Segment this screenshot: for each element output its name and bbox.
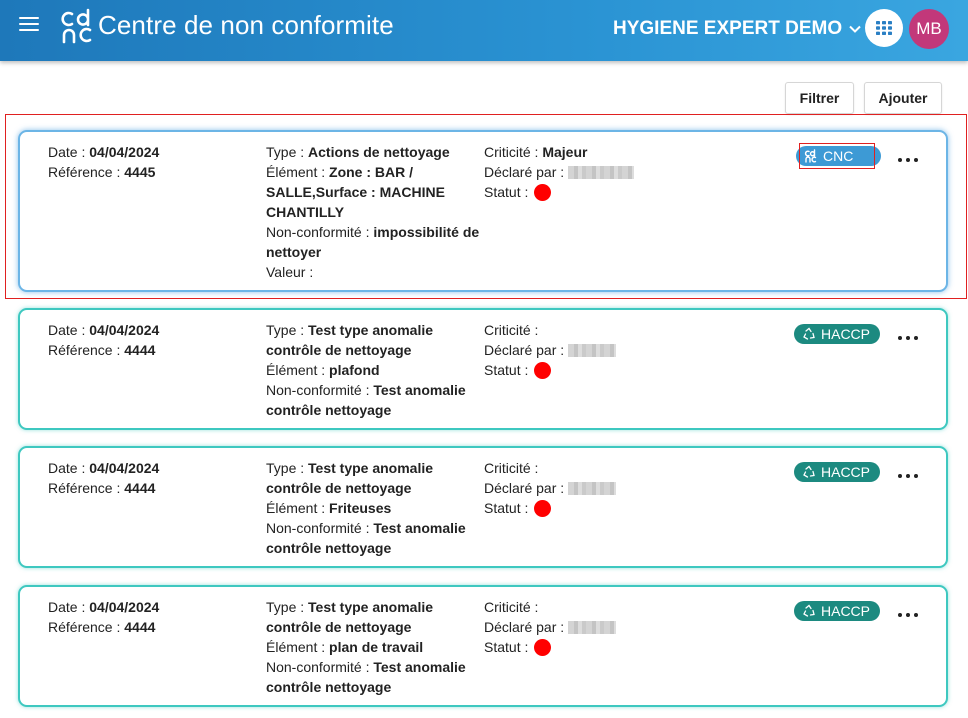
declared-by-label: Déclaré par : <box>484 480 569 496</box>
recycle-icon <box>802 604 816 618</box>
page-title: Centre de non conformite <box>98 10 394 40</box>
date-label: Date : <box>48 144 90 160</box>
hamburger-menu-icon[interactable] <box>19 17 39 35</box>
company-selector[interactable] <box>613 18 862 40</box>
date-value: 04/04/2024 <box>89 599 160 615</box>
filter-button[interactable]: Filtrer <box>785 82 854 114</box>
nonconformity-value: impossibilité de nettoyer <box>266 224 480 260</box>
element-label: Élément : <box>266 500 330 516</box>
type-value: Test type anomalie contrôle de nettoyage <box>266 460 434 496</box>
haccp-tag <box>794 462 880 482</box>
tag-label: CNC <box>823 148 854 164</box>
element-value: Zone : BAR / SALLE,Surface : MACHINE CHANTILLY <box>266 164 445 220</box>
criticality-value: Majeur <box>542 144 588 160</box>
status-dot <box>534 362 551 379</box>
status-label: Statut : <box>484 639 533 655</box>
criticality-label: Criticité : <box>484 460 539 476</box>
nonconformity-label: Non-conformité : <box>266 382 374 398</box>
card-status-column <box>484 142 684 202</box>
reference-label: Référence : <box>48 342 125 358</box>
type-label: Type : <box>266 144 309 160</box>
tag-highlight <box>799 143 875 169</box>
tag-label: HACCP <box>821 464 871 480</box>
more-options-icon[interactable] <box>898 152 918 168</box>
nonconformity-value: Test anomalie contrôle nettoyage <box>266 382 466 418</box>
element-label: Élément : <box>266 362 330 378</box>
chevron-down-icon <box>848 22 862 36</box>
reference-label: Référence : <box>48 164 125 180</box>
tag-label: HACCP <box>821 326 871 342</box>
card-detail-column <box>266 597 484 697</box>
reference-label: Référence : <box>48 619 125 635</box>
declared-by-label: Déclaré par : <box>484 342 569 358</box>
reference-value: 4444 <box>124 619 156 635</box>
nonconformity-label: Non-conformité : <box>266 224 374 240</box>
type-value: Test type anomalie contrôle de nettoyage <box>266 322 434 358</box>
cdnc-logo <box>60 8 96 48</box>
nonconformity-value: Test anomalie contrôle nettoyage <box>266 520 466 556</box>
card-detail-column <box>266 320 484 420</box>
apps-grid-button[interactable] <box>865 9 903 47</box>
card-info-column <box>48 458 258 498</box>
card-status-column <box>484 597 684 657</box>
reference-label: Référence : <box>48 480 125 496</box>
value-label: Valeur : <box>266 264 314 280</box>
nonconformity-card[interactable] <box>18 308 948 430</box>
type-value: Test type anomalie contrôle de nettoyage <box>266 599 434 635</box>
element-label: Élément : <box>266 639 330 655</box>
card-detail-column <box>266 458 484 558</box>
element-value: Friteuses <box>329 500 392 516</box>
nonconformity-label: Non-conformité : <box>266 659 374 675</box>
status-dot <box>534 639 551 656</box>
criticality-label: Criticité : <box>484 322 539 338</box>
date-value: 04/04/2024 <box>89 322 160 338</box>
declared-by-label: Déclaré par : <box>484 619 569 635</box>
haccp-tag <box>794 601 880 621</box>
date-value: 04/04/2024 <box>89 460 160 476</box>
element-value: plafond <box>329 362 380 378</box>
card-status-column <box>484 458 684 518</box>
nonconformity-card[interactable] <box>18 446 948 568</box>
card-info-column <box>48 597 258 637</box>
card-info-column <box>48 142 258 182</box>
element-label: Élément : <box>266 164 330 180</box>
add-button[interactable]: Ajouter <box>864 82 942 114</box>
reference-value: 4445 <box>124 164 156 180</box>
element-value: plan de travail <box>329 639 424 655</box>
nonconformity-card[interactable] <box>18 130 948 292</box>
declared-by-redacted <box>568 344 616 357</box>
type-label: Type : <box>266 599 309 615</box>
nonconformity-value: Test anomalie contrôle nettoyage <box>266 659 466 695</box>
card-detail-column <box>266 142 484 282</box>
date-value: 04/04/2024 <box>89 144 160 160</box>
declared-by-redacted <box>568 621 616 634</box>
status-dot <box>534 184 551 201</box>
status-dot <box>534 500 551 517</box>
card-info-column <box>48 320 258 360</box>
card-status-column <box>484 320 684 380</box>
type-label: Type : <box>266 460 309 476</box>
haccp-tag <box>794 324 880 344</box>
reference-value: 4444 <box>124 480 156 496</box>
company-name: HYGIENE EXPERT DEMO <box>613 18 843 39</box>
status-label: Statut : <box>484 500 533 516</box>
reference-value: 4444 <box>124 342 156 358</box>
apps-grid-icon <box>874 18 894 38</box>
more-options-icon[interactable] <box>898 607 918 623</box>
type-value: Actions de nettoyage <box>308 144 450 160</box>
type-label: Type : <box>266 322 309 338</box>
status-label: Statut : <box>484 362 533 378</box>
criticality-label: Criticité : <box>484 599 539 615</box>
date-label: Date : <box>48 460 90 476</box>
recycle-icon <box>802 465 816 479</box>
date-label: Date : <box>48 322 90 338</box>
nonconformity-card[interactable] <box>18 585 948 707</box>
tag-label: HACCP <box>821 603 871 619</box>
more-options-icon[interactable] <box>898 468 918 484</box>
recycle-icon <box>802 327 816 341</box>
app-header <box>0 0 968 61</box>
declared-by-label: Déclaré par : <box>484 164 569 180</box>
declared-by-redacted <box>568 482 616 495</box>
user-avatar[interactable]: MB <box>909 9 949 49</box>
more-options-icon[interactable] <box>898 330 918 346</box>
nonconformity-label: Non-conformité : <box>266 520 374 536</box>
date-label: Date : <box>48 599 90 615</box>
status-label: Statut : <box>484 184 533 200</box>
declared-by-redacted <box>568 166 634 179</box>
criticality-label: Criticité : <box>484 144 543 160</box>
